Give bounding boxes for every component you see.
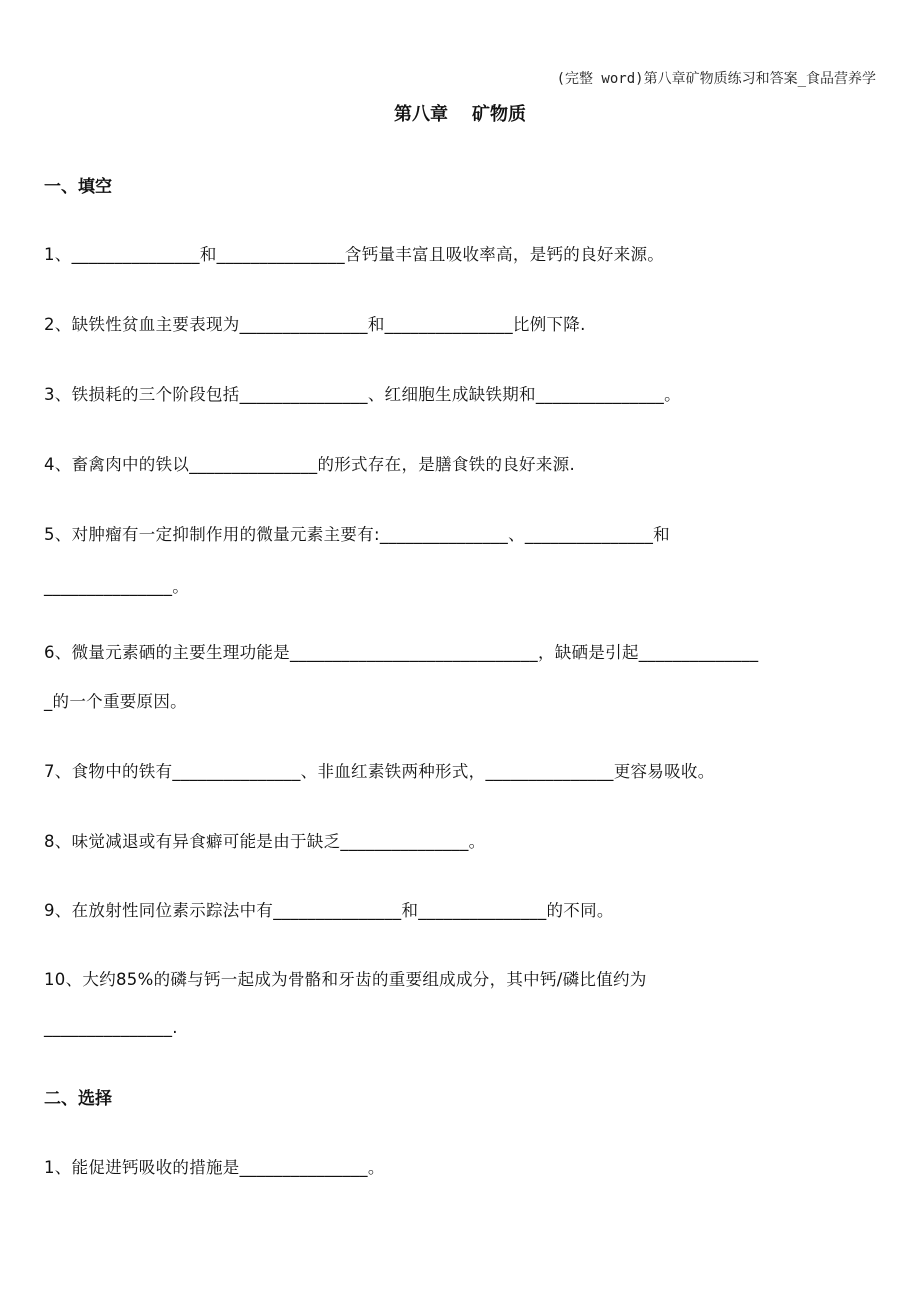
chapter-number: 第八章 <box>394 104 448 125</box>
question-line: 2、缺铁性贫血主要表现为_______________和_______________比例下降. <box>44 315 586 334</box>
question-line: 10、大约85%的磷与钙一起成为骨骼和牙齿的重要组成成分，其中钙/磷比值约为 <box>44 970 647 989</box>
question-line: 5、对肿瘤有一定抑制作用的微量元素主要有:_______________、_______________和 <box>44 525 670 544</box>
question-line: 9、在放射性同位素示踪法中有_______________和_______________的不同。 <box>44 901 614 920</box>
document-header: (完整 word)第八章矿物质练习和答案_食品营养学 <box>556 71 876 87</box>
question-line: 6、微量元素硒的主要生理功能是_____________________________，缺硒是引起______________ <box>44 643 759 662</box>
question-line: 7、食物中的铁有_______________、非血红素铁两种形式，_______________更容易吸收。 <box>44 762 715 781</box>
question-line-continued: _______________。 <box>44 577 190 596</box>
page-title <box>0 100 920 126</box>
question-line: 3、铁损耗的三个阶段包括_______________、红细胞生成缺铁期和_______________。 <box>44 385 681 404</box>
question-line-continued: _的一个重要原因。 <box>44 692 187 711</box>
question-line: 8、味觉减退或有异食癖可能是由于缺乏_______________。 <box>44 832 486 851</box>
question-line: 1、能促进钙吸收的措施是_______________。 <box>44 1158 385 1177</box>
question-line: 1、_______________和_______________含钙量丰富且吸收率高，是钙的良好来源。 <box>44 245 665 264</box>
question-line-continued: _______________. <box>44 1018 178 1037</box>
question-line: 4、畜禽肉中的铁以_______________的形式存在，是膳食铁的良好来源. <box>44 455 575 474</box>
chapter-name: 矿物质 <box>472 104 526 125</box>
section-heading-choice: 二、选择 <box>44 1089 112 1109</box>
section-heading-fill-blank: 一、填空 <box>44 177 112 197</box>
